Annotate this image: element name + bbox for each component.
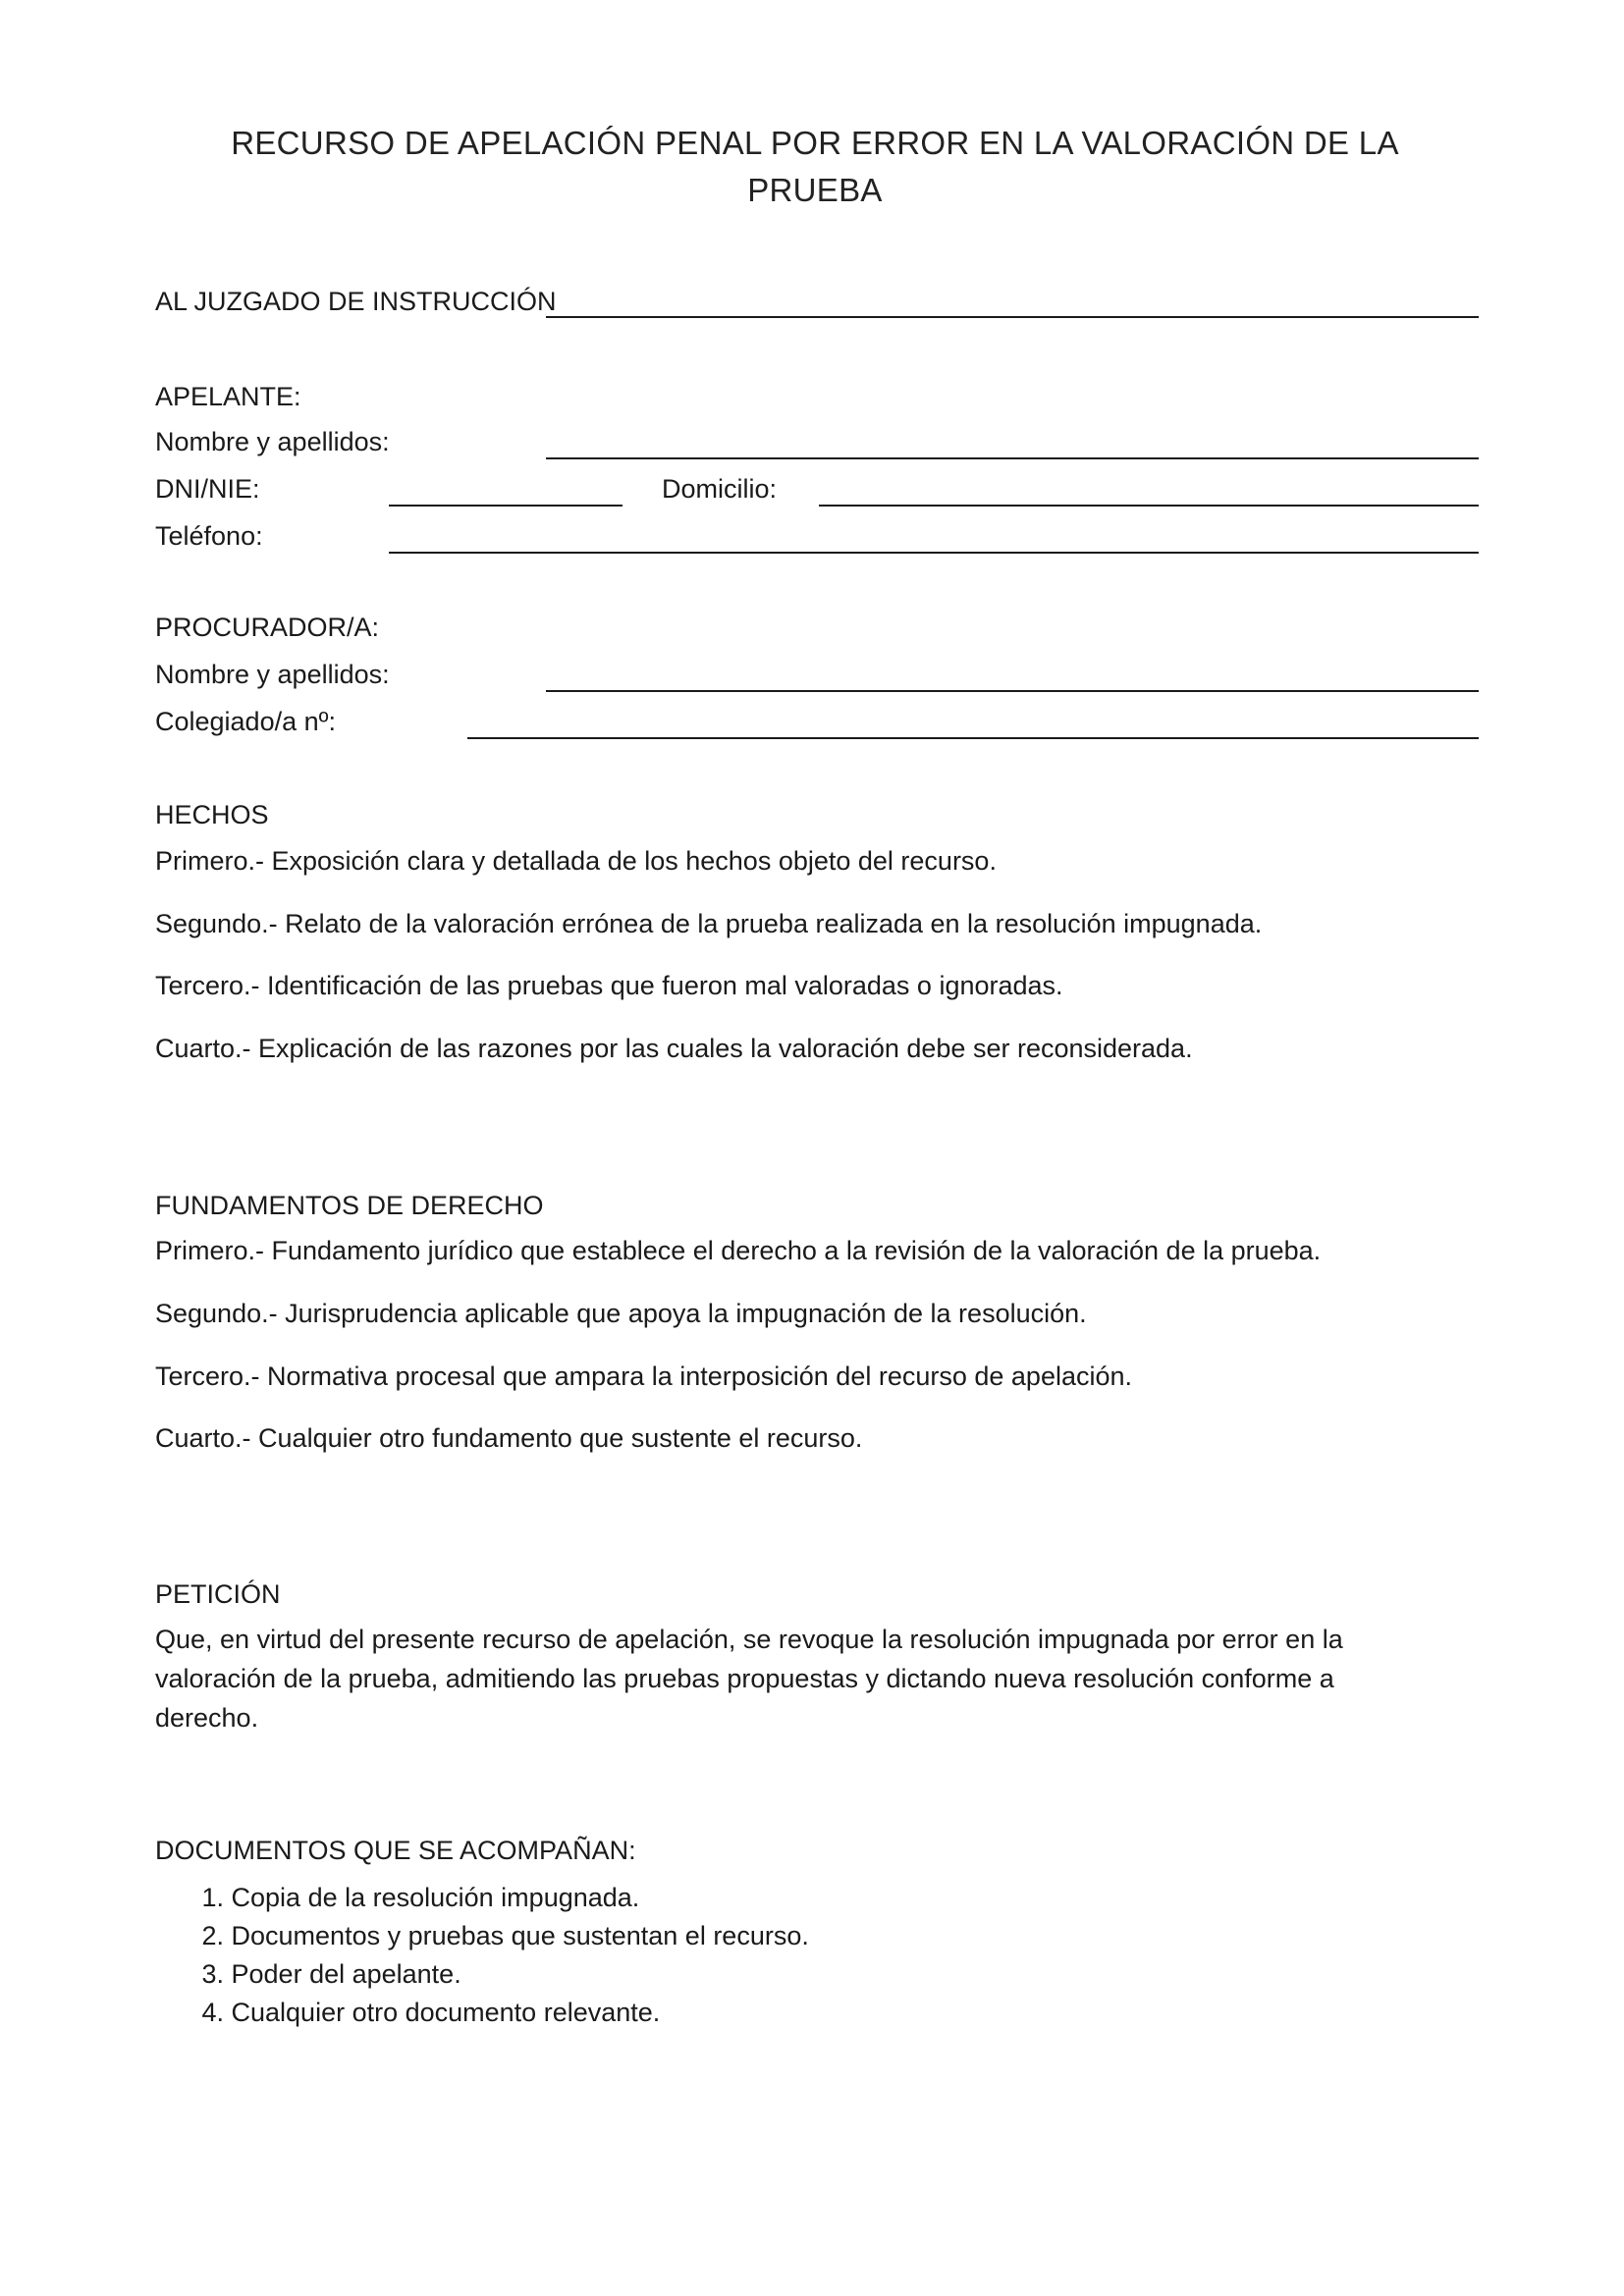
facts-item-4: Cuarto.- Explicación de las razones por las cuales la valoración debe ser reconsiderada. xyxy=(155,1034,1193,1063)
appellant-phone-label: Teléfono: xyxy=(155,521,263,551)
legal-grounds-item-1: Primero.- Fundamento jurídico que establece el derecho a la revisión de la valoración de la prueba. xyxy=(155,1236,1322,1265)
appellant-dni-label: DNI/NIE: xyxy=(155,474,260,504)
procurator-name-label: Nombre y apellidos: xyxy=(155,660,390,689)
appellant-address-label: Domicilio: xyxy=(662,474,778,504)
procurator-member-label: Colegiado/a nº: xyxy=(155,707,336,736)
documents-list-item xyxy=(155,1955,809,1994)
petition-text: Que, en virtud del presente recurso de apelación, se revoque la resolución impugnada por error en la valoración de la prueba, admitiendo las pruebas propuestas y dictando nueva resolución conforme a derecho. xyxy=(155,1625,1343,1733)
documents-list xyxy=(155,1879,809,2032)
procurator-name-line[interactable] xyxy=(546,690,1479,692)
appellant-address-line[interactable] xyxy=(819,505,1479,507)
documents-heading: DOCUMENTOS QUE SE ACOMPAÑAN: xyxy=(155,1836,636,1865)
list-item-text: Documentos y pruebas que sustentan el recurso. xyxy=(231,1921,809,1950)
list-item-text: Cualquier otro documento relevante. xyxy=(231,1998,661,2027)
appellant-heading: APELANTE: xyxy=(155,382,301,411)
documents-list-item xyxy=(155,1994,809,2032)
list-item-number: 4. xyxy=(201,1998,224,2027)
court-label: AL JUZGADO DE INSTRUCCIÓN xyxy=(155,287,557,316)
facts-heading: HECHOS xyxy=(155,800,269,829)
legal-grounds-item-2: Segundo.- Jurisprudencia aplicable que apoya la impugnación de la resolución. xyxy=(155,1299,1087,1328)
court-name-line[interactable] xyxy=(546,316,1479,318)
list-item-text: Poder del apelante. xyxy=(231,1959,461,1989)
list-item-number: 3. xyxy=(201,1959,224,1989)
appellant-name-label: Nombre y apellidos: xyxy=(155,427,390,456)
procurator-heading: PROCURADOR/A: xyxy=(155,613,380,642)
documents-list-item xyxy=(155,1879,809,1917)
legal-grounds-item-3: Tercero.- Normativa procesal que ampara la interposición del recurso de apelación. xyxy=(155,1362,1133,1391)
legal-grounds-heading: FUNDAMENTOS DE DERECHO xyxy=(155,1191,544,1220)
list-item-text: Copia de la resolución impugnada. xyxy=(231,1883,640,1912)
appellant-phone-line[interactable] xyxy=(389,552,1479,554)
list-item-number: 2. xyxy=(201,1921,224,1950)
appellant-dni-line[interactable] xyxy=(389,505,623,507)
facts-item-2: Segundo.- Relato de la valoración errónea de la prueba realizada en la resolución impugnada. xyxy=(155,909,1263,938)
list-item-number: 1. xyxy=(201,1883,224,1912)
document-title: RECURSO DE APELACIÓN PENAL POR ERROR EN LA VALORACIÓN DE LA PRUEBA xyxy=(231,125,1399,208)
documents-list-item xyxy=(155,1917,809,1955)
facts-item-1: Primero.- Exposición clara y detallada de los hechos objeto del recurso. xyxy=(155,846,997,876)
facts-item-3: Tercero.- Identificación de las pruebas que fueron mal valoradas o ignoradas. xyxy=(155,971,1063,1000)
procurator-member-line[interactable] xyxy=(467,737,1479,739)
legal-grounds-item-4: Cuarto.- Cualquier otro fundamento que sustente el recurso. xyxy=(155,1423,863,1453)
appellant-name-line[interactable] xyxy=(546,457,1479,459)
petition-heading: PETICIÓN xyxy=(155,1579,281,1609)
